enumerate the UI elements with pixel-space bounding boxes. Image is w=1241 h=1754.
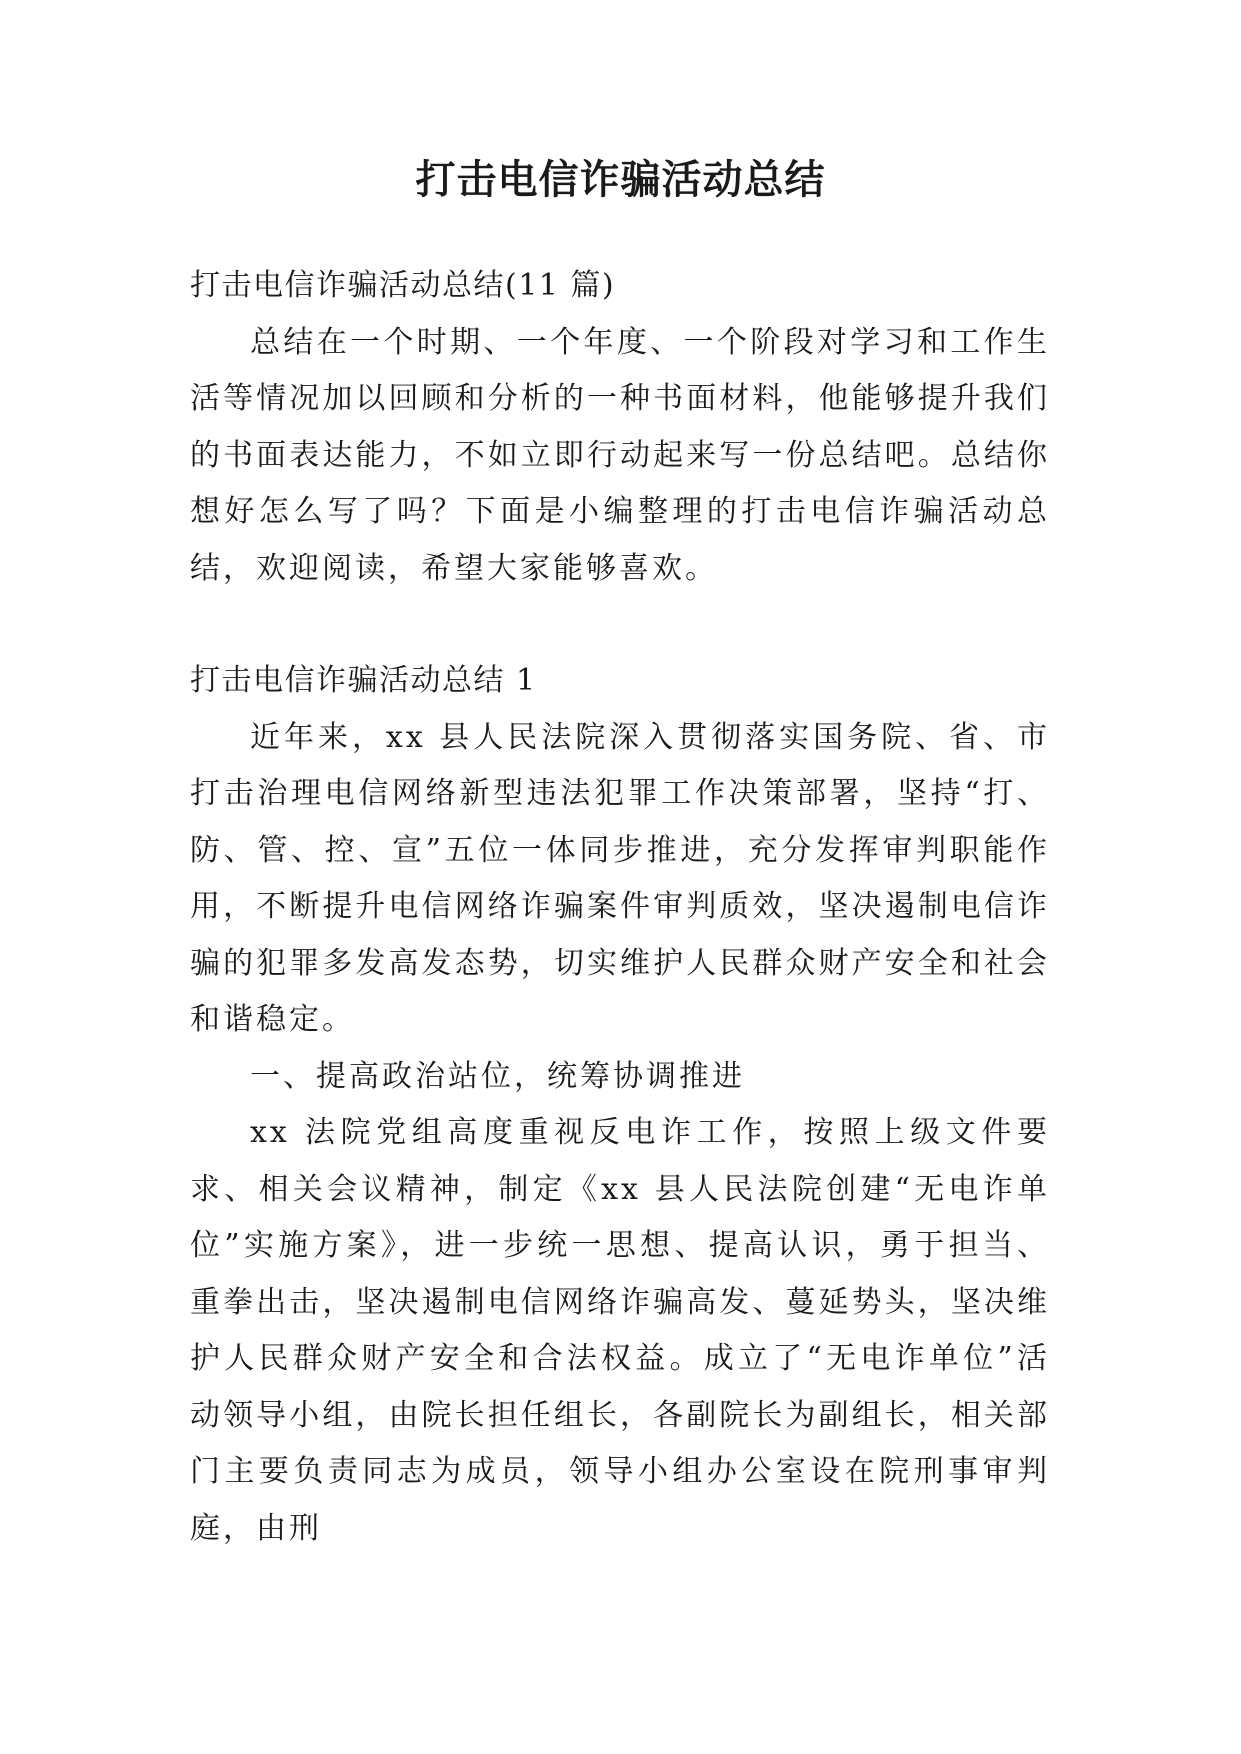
- section-heading: 打击电信诈骗活动总结 1: [190, 663, 537, 698]
- paragraph-gap: [190, 597, 1050, 653]
- body-paragraph: xx 法院党组高度重视反电诈工作，按照上级文件要求、相关会议精神，制定《xx 县人民法院创建“无电诈单位”实施方案》，进一步统一思想、提高认识，勇于担当、重拳出击，坚决遏制电信网络诈骗高发、蔓延势头，坚决维护人民群众财产安全和合法权益。成立了“无电诈单位”活动领导小组，由院长担任组长，各副院长为副组长，相关部门主要负责同志为成员，领导小组办公室设在院刑事审判庭，由刑: [190, 1115, 1050, 1546]
- body-paragraph: 近年来，xx 县人民法院深入贯彻落实国务院、省、市打击治理电信网络新型违法犯罪工作决策部署，坚持“打、防、管、控、宣”五位一体同步推进，充分发挥审判职能作用，不断提升电信网络诈骗案件审判质效，坚决遏制电信诈骗的犯罪多发高发态势，切实维护人民群众财产安全和社会和谐稳定。: [190, 719, 1050, 1037]
- document-body: [190, 258, 1050, 1557]
- sub-heading: 一、提高政治站位，统筹协调推进: [250, 1058, 745, 1094]
- intro-paragraph: 总结在一个时期、一个年度、一个阶段对学习和工作生活等情况加以回顾和分析的一种书面材料，他能够提升我们的书面表达能力，不如立即行动起来写一份总结吧。总结你想好怎么写了吗？下面是小编整理的打击电信诈骗活动总结，欢迎阅读，希望大家能够喜欢。: [190, 324, 1050, 586]
- document-subtitle: 打击电信诈骗活动总结(11 篇): [190, 268, 616, 303]
- document-title: 打击电信诈骗活动总结: [415, 156, 826, 203]
